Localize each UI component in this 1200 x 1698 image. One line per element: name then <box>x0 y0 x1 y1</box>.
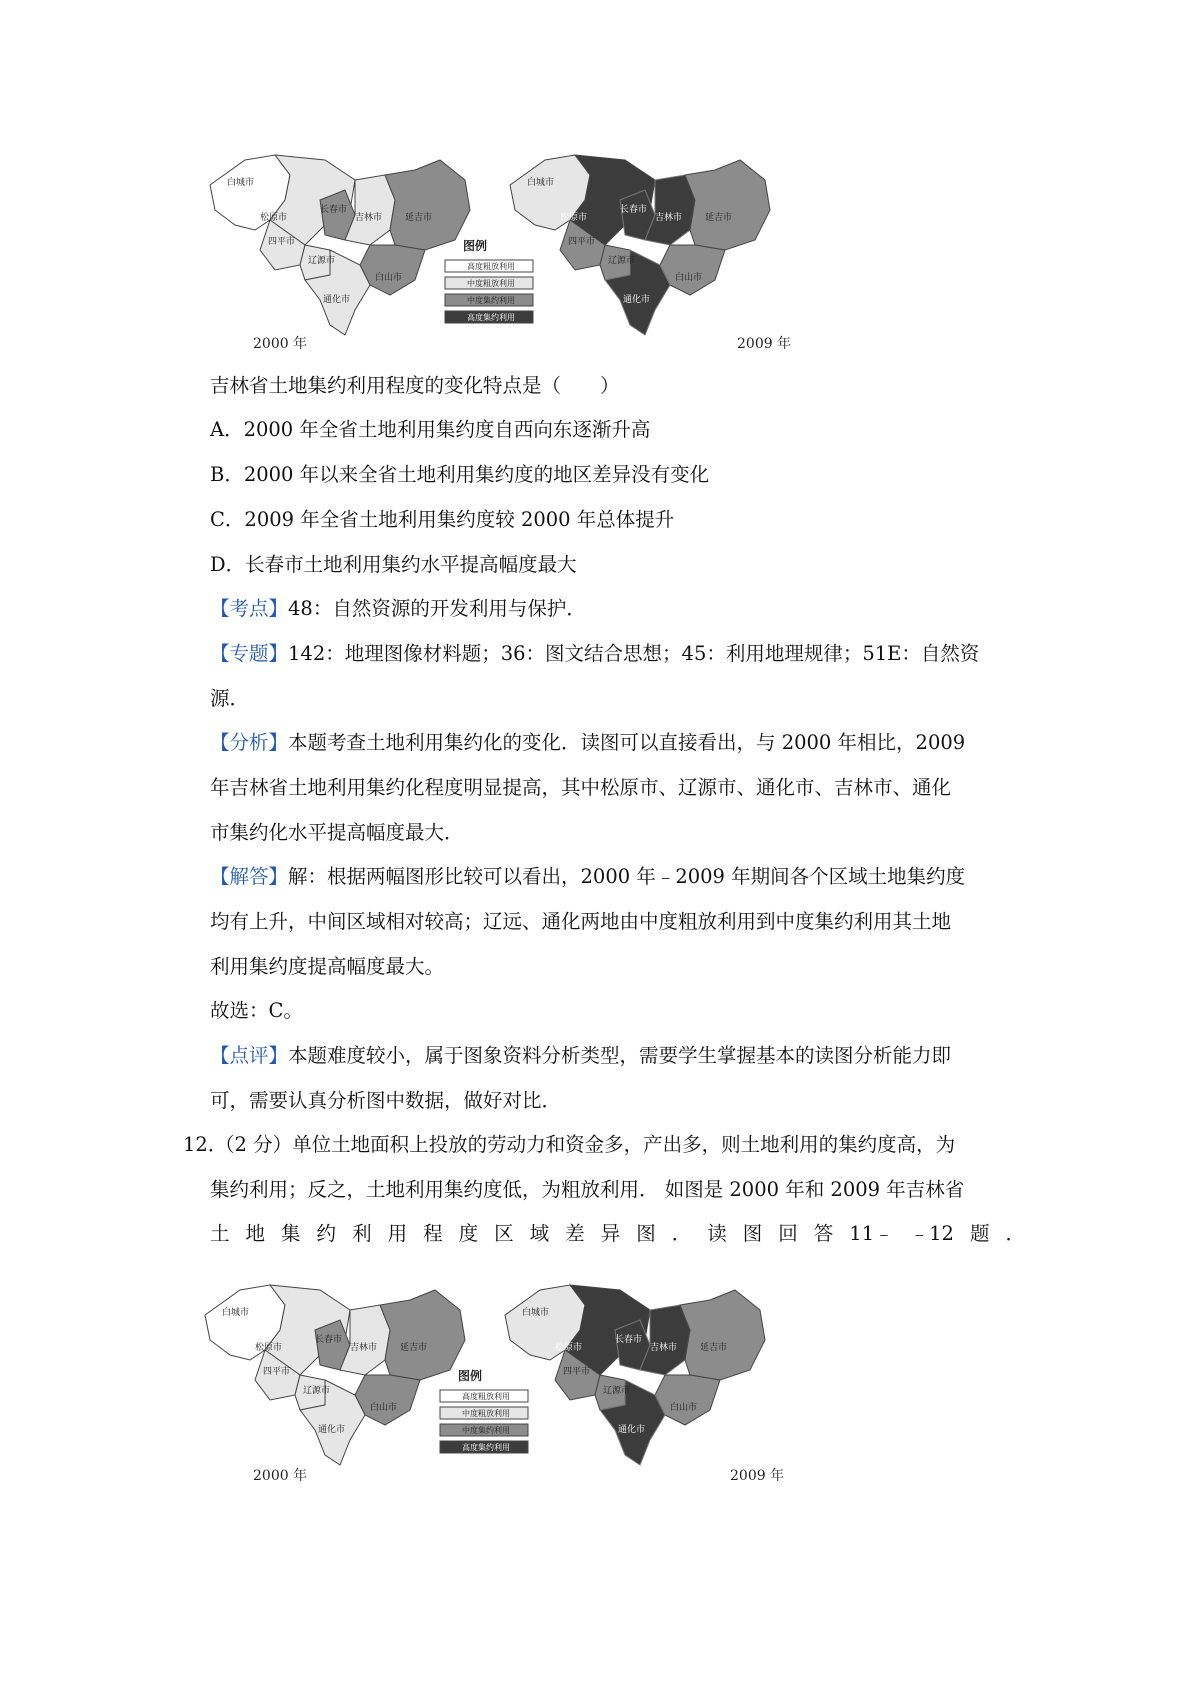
q12-line3-char: 读 <box>707 1222 727 1245</box>
q12-line3-char: 集 <box>281 1222 301 1245</box>
jieda-text-1: 解：根据两幅图形比较可以看出，2000 年﹣2009 年期间各个区域土地集约度 <box>288 865 966 888</box>
label-yanji-2000: 延吉市 <box>405 213 433 223</box>
label-changchun-2000-b: 长春市 <box>315 1335 343 1345</box>
label-siping-2000-b: 四平市 <box>263 1367 291 1377</box>
legend-title: 图例 <box>463 239 488 253</box>
year-label-2009-b: 2009 年 <box>730 1468 785 1484</box>
q11-fenxi-line1 <box>210 728 965 758</box>
q12-line3-char: 图 <box>636 1222 656 1245</box>
q12-line3-char: ． <box>671 1222 692 1245</box>
label-yanji-2009: 延吉市 <box>705 213 733 223</box>
label-baishan-2009: 白山市 <box>675 273 703 283</box>
q12-line3-char: 区 <box>494 1222 514 1245</box>
map-legend <box>445 238 533 323</box>
q12-line3-char: 题 <box>969 1222 990 1245</box>
legend-item-3-b: 中度集约利用 <box>462 1426 510 1435</box>
label-liaoyuan-2009: 辽源市 <box>608 256 636 266</box>
label-baishan-2009-b: 白山市 <box>670 1403 698 1413</box>
map-legend-bottom <box>440 1368 528 1453</box>
year-label-2000: 2000 年 <box>253 336 308 352</box>
label-songyuan-2000-b: 松原市 <box>255 1343 283 1353</box>
q11-dianping-line1 <box>210 1041 951 1071</box>
label-jilin-2000-b: 吉林市 <box>350 1343 378 1353</box>
q12-line3-char: ． <box>1005 1222 1025 1245</box>
q11-dianping-line2: 可，需要认真分析图中数据，做好对比． <box>210 1089 562 1112</box>
fenxi-text-1: 本题考查土地利用集约化的变化．读图可以直接看出，与 2000 年相比，2009 <box>288 731 966 754</box>
map-svg-bottom <box>200 1270 820 1495</box>
map-2000-bottom <box>205 1285 465 1484</box>
q12-line3-char: 异 <box>600 1222 621 1245</box>
label-tonghua-2000-b: 通化市 <box>318 1425 346 1435</box>
label-liaoyuan-2009-b: 辽源市 <box>603 1386 631 1396</box>
region-baishan-2000 <box>360 245 425 295</box>
legend-item-1: 高度粗放利用 <box>467 262 515 271</box>
q12-line3-char: 答 <box>813 1222 834 1245</box>
label-siping-2009-b: 四平市 <box>563 1367 591 1377</box>
q12-line3-char: ﹣12 <box>909 1222 954 1245</box>
q12-line3-char: 地 <box>245 1222 266 1245</box>
q11-option-c: C．2009 年全省土地利用集约度较 2000 年总体提升 <box>210 508 675 531</box>
label-tonghua-2009: 通化市 <box>623 295 651 305</box>
q12-line2: 集约利用；反之，土地利用集约度低，为粗放利用． 如图是 2000 年和 2009 年吉林省 <box>210 1178 965 1201</box>
label-jilin-2009: 吉林市 <box>655 213 683 223</box>
zhuanti-text-1: 142：地理图像材料题；36：图文结合思想；45：利用地理规律；51E：自然资 <box>288 642 980 665</box>
label-yanji-2000-b: 延吉市 <box>400 1343 428 1353</box>
land-use-map-figure-bottom <box>200 1270 820 1495</box>
dianping-text-1: 本题难度较小，属于图象资料分析类型，需要学生掌握基本的读图分析能力即 <box>288 1044 952 1067</box>
fenxi-tag: 【分析】 <box>210 731 289 754</box>
q11-zhuanti-line1 <box>210 639 979 669</box>
land-use-map-figure-top <box>205 140 825 365</box>
label-tonghua-2000: 通化市 <box>323 295 351 305</box>
q11-jieda-line3: 利用集约度提高幅度最大。 <box>210 955 445 978</box>
q12-line3-char: 度 <box>458 1222 479 1245</box>
q11-zhuanti-line2: 源． <box>210 687 250 710</box>
label-changchun-2009-b: 长春市 <box>615 1335 643 1345</box>
label-baicheng-2009-b: 白城市 <box>522 1308 550 1318</box>
kaodian-text: 48：自然资源的开发利用与保护． <box>288 597 586 620</box>
label-jilin-2009-b: 吉林市 <box>650 1343 678 1353</box>
year-label-2009: 2009 年 <box>737 336 792 352</box>
q12-line3-char: 用 <box>387 1222 408 1245</box>
q11-fenxi-line3: 市集约化水平提高幅度最大． <box>210 821 464 844</box>
region-yanji-2000 <box>385 160 470 250</box>
q11-option-b: B．2000 年以来全省土地利用集约度的地区差异没有变化 <box>210 463 710 486</box>
label-baicheng-2009: 白城市 <box>527 178 555 188</box>
label-songyuan-2009: 松原市 <box>560 213 588 223</box>
label-siping-2009: 四平市 <box>568 237 596 247</box>
label-siping-2000: 四平市 <box>268 237 296 247</box>
legend-item-4-b: 高度集约利用 <box>462 1443 510 1452</box>
label-liaoyuan-2000: 辽源市 <box>308 256 336 266</box>
label-baishan-2000: 白山市 <box>375 273 403 283</box>
q12-number: 12． <box>183 1133 228 1156</box>
label-tonghua-2009-b: 通化市 <box>618 1425 646 1435</box>
q11-answer: 故选：C。 <box>210 999 303 1022</box>
region-yanji-2009 <box>685 160 770 250</box>
label-songyuan-2009-b: 松原市 <box>555 1343 583 1353</box>
q11-kaodian <box>210 594 586 624</box>
jieda-tag: 【解答】 <box>210 865 289 888</box>
map-svg <box>205 140 825 365</box>
q12-line3-char: 土 <box>210 1222 230 1245</box>
label-changchun-2009: 长春市 <box>620 205 648 215</box>
legend-item-4: 高度集约利用 <box>467 313 515 322</box>
q12-line3-char: 域 <box>529 1222 550 1245</box>
legend-title-b: 图例 <box>458 1369 483 1383</box>
label-changchun-2000: 长春市 <box>320 205 348 215</box>
q12-line3-char: 程 <box>423 1222 443 1245</box>
dianping-tag: 【点评】 <box>210 1044 289 1067</box>
q11-fenxi-line2: 年吉林省土地利用集约化程度明显提高，其中松原市、辽源市、通化市、吉林市、通化 <box>210 776 952 799</box>
label-baicheng-2000-b: 白城市 <box>222 1308 250 1318</box>
label-liaoyuan-2000-b: 辽源市 <box>303 1386 331 1396</box>
map-2009-bottom <box>505 1285 784 1484</box>
region-baishan-2009 <box>660 245 725 295</box>
q12-line1: （2 分）单位土地面积上投放的劳动力和资金多，产出多，则土地利用的集约度高，为 <box>215 1133 956 1156</box>
label-baicheng-2000: 白城市 <box>227 178 255 188</box>
q12-line3-char: 差 <box>565 1222 585 1245</box>
legend-item-2: 中度粗放利用 <box>467 279 515 288</box>
zhuanti-tag: 【专题】 <box>210 642 289 665</box>
q12-line3-char: 11﹣ <box>849 1222 894 1245</box>
label-baishan-2000-b: 白山市 <box>370 1403 398 1413</box>
q12-line3-char: 约 <box>316 1222 337 1245</box>
q11-option-d: D．长春市土地利用集约水平提高幅度最大 <box>210 553 577 576</box>
q11-jieda-line2: 均有上升，中间区域相对较高；辽远、通化两地由中度粗放利用到中度集约利用其土地 <box>210 910 952 933</box>
q11-jieda-line1 <box>210 862 965 892</box>
q11-option-a: A．2000 年全省土地利用集约度自西向东逐渐升高 <box>210 418 651 441</box>
legend-item-3: 中度集约利用 <box>467 296 515 305</box>
legend-item-1-b: 高度粗放利用 <box>462 1392 510 1401</box>
kaodian-tag: 【考点】 <box>210 597 289 620</box>
legend-item-2-b: 中度粗放利用 <box>462 1409 510 1418</box>
q11-stem: 吉林省土地集约利用程度的变化特点是（ ） <box>210 374 620 397</box>
label-yanji-2009-b: 延吉市 <box>700 1343 728 1353</box>
year-label-2000-b: 2000 年 <box>253 1468 308 1484</box>
label-jilin-2000: 吉林市 <box>355 213 383 223</box>
q12-line3-char: 回 <box>778 1222 798 1245</box>
map-2009 <box>510 155 791 352</box>
map-2000 <box>210 155 470 352</box>
q12-line3-char: 利 <box>352 1222 372 1245</box>
q12-line3-char: 图 <box>742 1222 763 1245</box>
q12-line3 <box>210 1219 1025 1249</box>
label-songyuan-2000: 松原市 <box>260 213 288 223</box>
